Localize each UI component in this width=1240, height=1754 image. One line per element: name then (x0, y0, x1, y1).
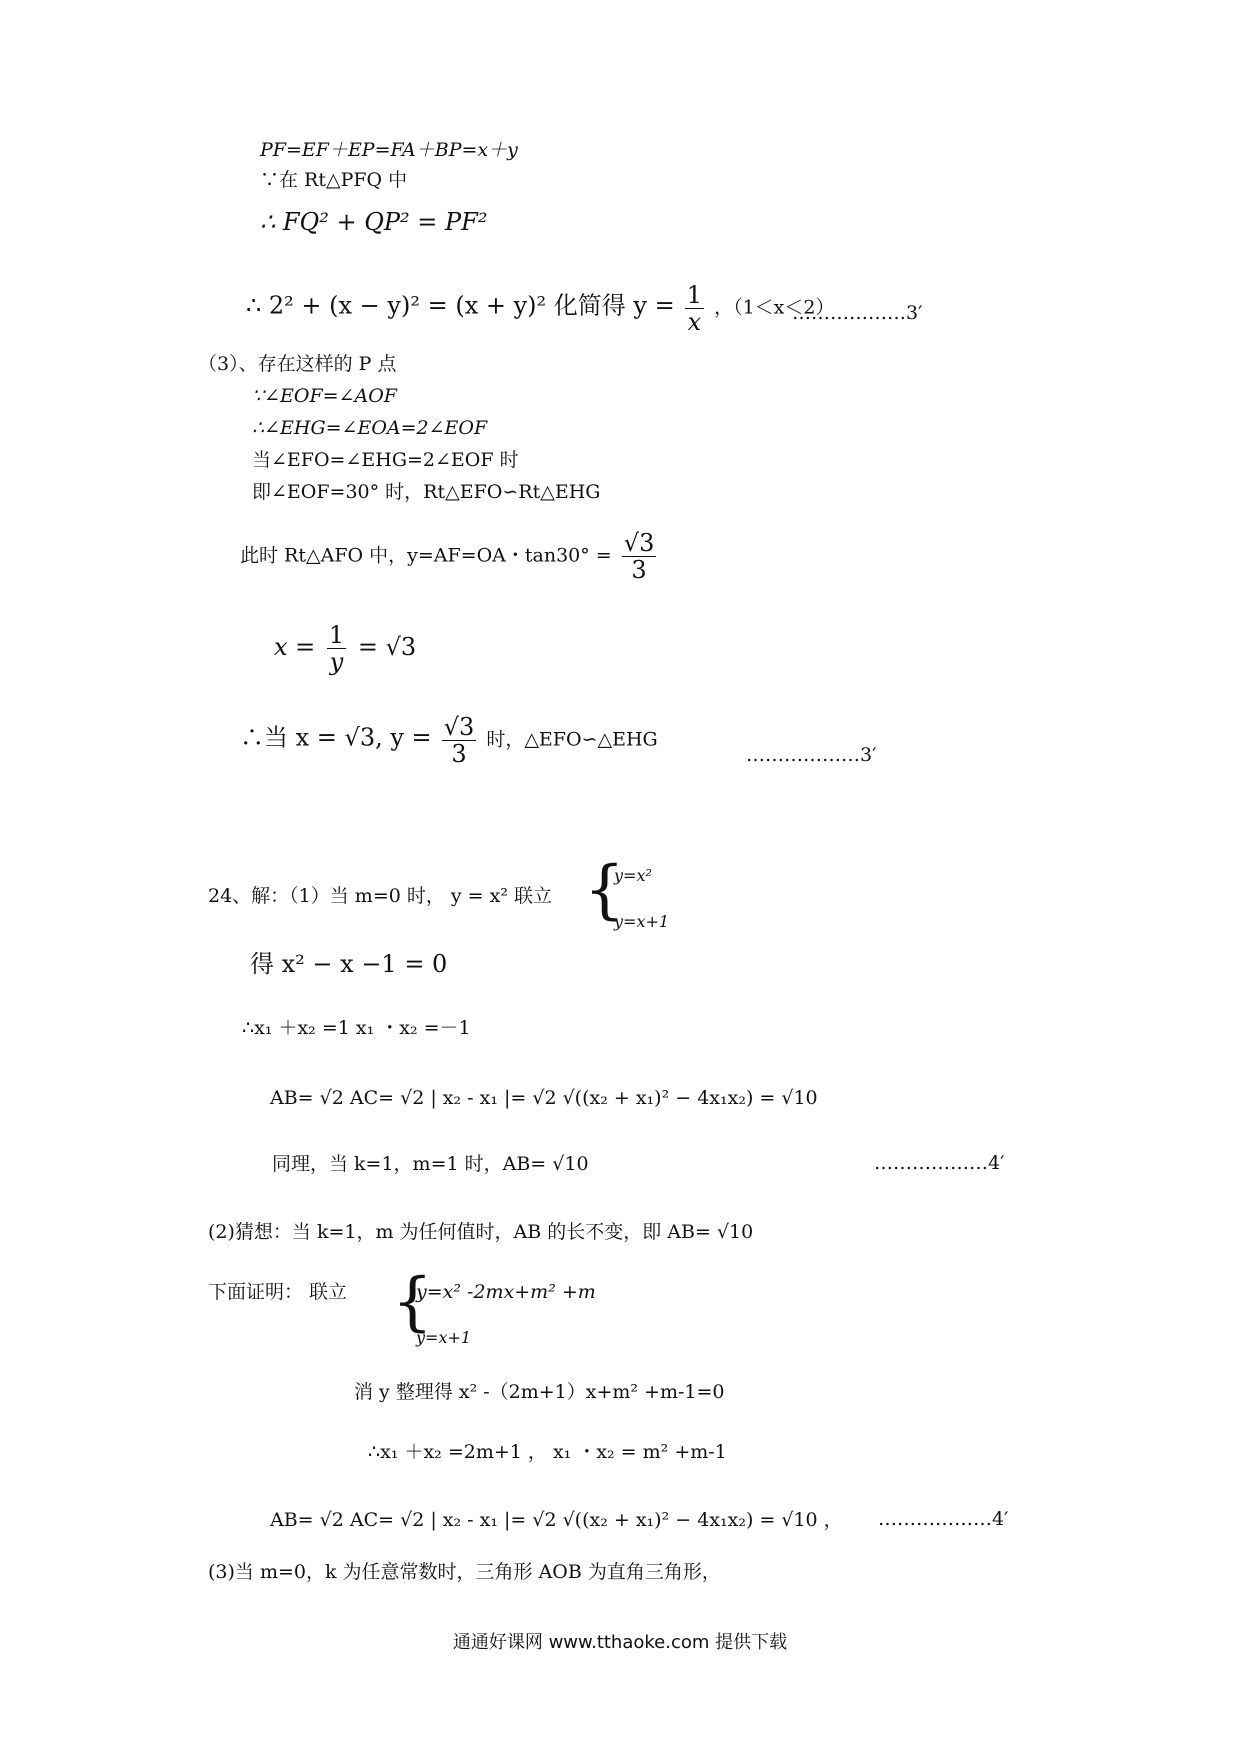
equation-text: x = (274, 633, 316, 661)
equation-line: 得 x² − x −1 = 0 (250, 950, 448, 978)
equation-text: = √3 (357, 633, 417, 661)
text-line: 即∠EOF=30° 时，Rt△EFO∽Rt△EHG (252, 481, 601, 503)
text-line: ∴∠EHG=∠EOA=2∠EOF (252, 417, 488, 439)
system-equation: y=x² (614, 866, 652, 885)
equation-line (274, 622, 416, 675)
fraction (685, 282, 704, 335)
question-24-heading: 24、解：（1）当 m=0 时， y = x² 联立 (208, 885, 553, 907)
text-line: (2)猜想：当 k=1，m 为任何值时，AB 的长不变，即 AB= √10 (208, 1221, 754, 1243)
system-brace: { (584, 853, 625, 927)
text-line: ∵∠EOF=∠AOF (252, 385, 397, 407)
text-line: ∵在 Rt△PFQ 中 (260, 169, 408, 191)
denominator: 3 (451, 740, 467, 768)
score-marker: ………………3′ (746, 744, 877, 766)
page-footer: 通通好课网 www.tthaoke.com 提供下载 (452, 1632, 788, 1653)
denominator: 3 (631, 556, 647, 584)
system-equation: y=x+1 (614, 912, 670, 931)
text-line: PF=EF＋EP=FA＋BP=x＋y (260, 139, 518, 161)
numerator: √3 (443, 713, 475, 741)
numerator: 1 (328, 621, 345, 649)
equation-line: ∴x₁ ＋x₂ =1 x₁ ・x₂ =－1 (242, 1017, 471, 1039)
equation-line: AB= √2 AC= √2 | x₂ - x₁ |= √2 √((x₂ + x₁)² − 4x₁x₂) = √10 ， (270, 1509, 843, 1531)
text-line: 当∠EFO=∠EHG=2∠EOF 时 (252, 449, 519, 471)
score-marker: ………………4′ (874, 1152, 1005, 1174)
fraction (622, 530, 657, 583)
numerator: 1 (686, 281, 703, 309)
equation-text: ∴当 x = √3, y = (240, 723, 432, 752)
equation-line: ∴ FQ² + QP² = PF² (260, 208, 488, 236)
equation-text: ，（1＜x＜2） (714, 296, 835, 319)
score-marker: ………………3′ (792, 302, 923, 324)
system-equation: y=x² -2mx+m² +m (416, 1281, 596, 1303)
fraction (327, 622, 346, 675)
equation-line (246, 282, 834, 335)
numerator: √3 (623, 529, 655, 557)
equation-line (240, 530, 660, 583)
text-line: 下面证明： 联立 (208, 1281, 348, 1303)
equation-text: 此时 Rt△AFO 中，y=AF=OA・tan30° = (240, 544, 612, 567)
score-marker: ………………4′ (878, 1508, 1009, 1530)
equation-text: 时，△EFO∽△EHG (486, 728, 658, 751)
equation-line: ∴x₁ ＋x₂ =2m+1 ， x₁ ・x₂ = m² +m-1 (368, 1441, 727, 1463)
equation-line: 消 y 整理得 x² -（2m+1）x+m² +m-1=0 (354, 1381, 725, 1403)
fraction (442, 714, 477, 767)
denominator: x (687, 308, 702, 336)
equation-text: ∴ 2² + (x − y)² = (x + y)² 化简得 y = (246, 291, 675, 320)
denominator: y (329, 648, 344, 676)
text-line: 同理，当 k=1，m=1 时，AB= √10 (272, 1153, 589, 1175)
system-brace: { (392, 1265, 433, 1339)
text-line: (3)当 m=0，k 为任意常数时，三角形 AOB 为直角三角形， (208, 1561, 721, 1583)
system-equation: y=x+1 (416, 1328, 472, 1347)
equation-line: AB= √2 AC= √2 | x₂ - x₁ |= √2 √((x₂ + x₁)² − 4x₁x₂) = √10 (270, 1087, 818, 1109)
section-heading: （3）、存在这样的 P 点 (198, 353, 397, 375)
equation-line (240, 714, 658, 767)
